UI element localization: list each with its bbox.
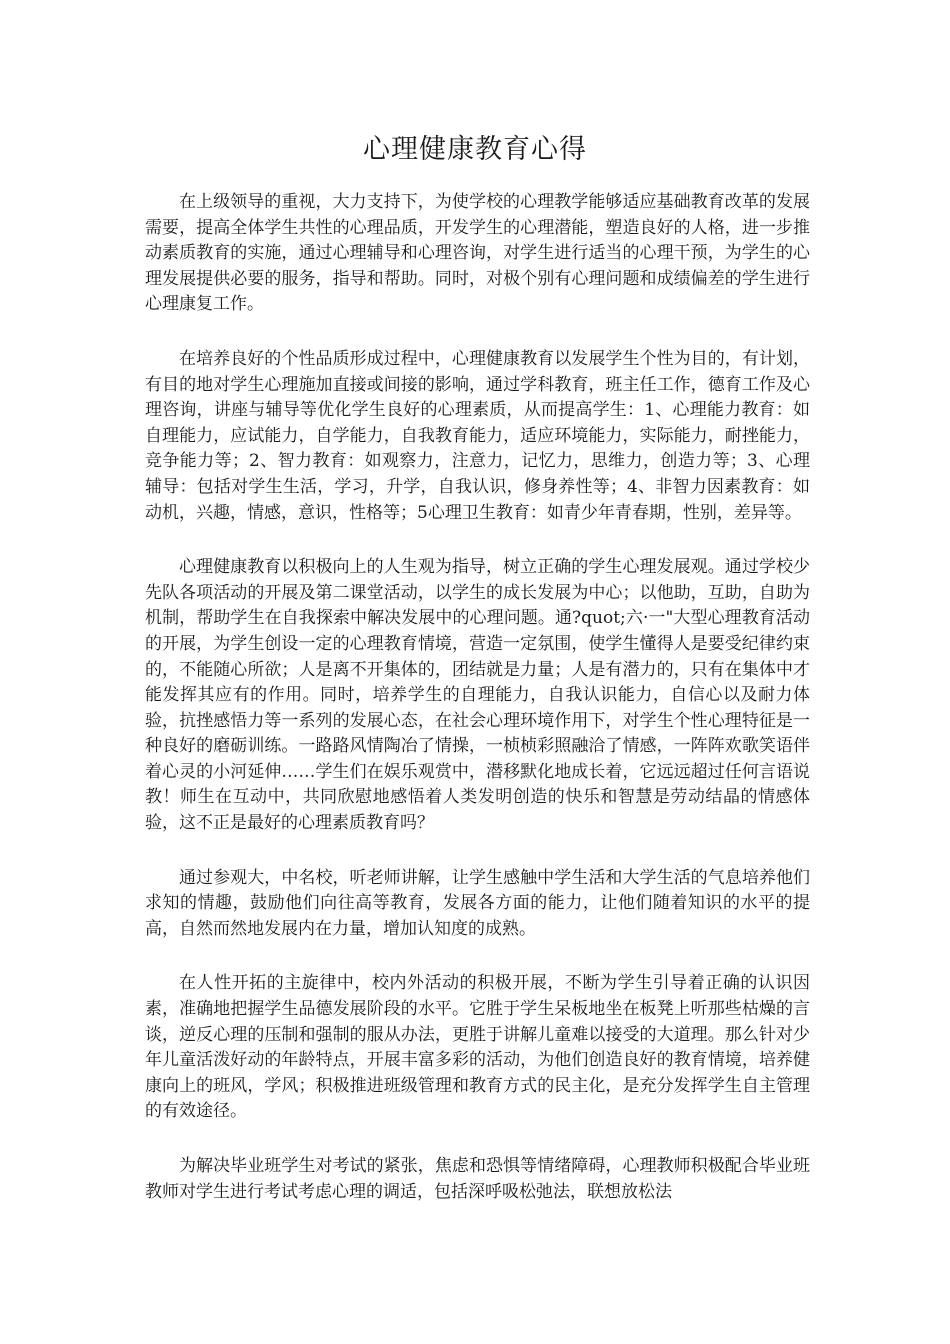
paragraph: 在人性开拓的主旋律中，校内外活动的积极开展，不断为学生引导着正确的认识因素，准确地把握学生品德发展阶段的水平。它胜于学生呆板地坐在板凳上听那些枯燥的言谈，逆反心理的压制和强制的服从办法，更胜于讲解儿童难以接受的大道理。那么针对少年儿童活泼好动的年龄特点，开展丰富多彩的活动，为他们创造良好的教育情境，培养健康向上的班风，学风；积极推进班级管理和教育方式的民主化，是充分发挥学生自主管理的有效途径。 [145, 973, 810, 1122]
paragraph: 心理健康教育以积极向上的人生观为指导，树立正确的学生心理发展观。通过学校少先队各项活动的开展及第二课堂活动，以学生的成长发展为中心；以他助，互助，自助为机制，帮助学生在自我探索中解决发展中的心理问题。通?quot;六·一"大型心理教育活动的开展，为学生创设一定的心理教育情境，营造一定氛围，使学生懂得人是要受纪律约束的，不能随心所欲；人是离不开集体的，团结就是力量；人是有潜力的，只有在集体中才能发挥其应有的作用。同时，培养学生的自理能力，自我认识能力，自信心以及耐力体验，抗挫感悟力等一系列的发展心态，在社会心理环境作用下，对学生个性心理特征是一种良好的磨砺训练。一路路风情陶冶了情操，一桢桢彩照融洽了情感，一阵阵欢歌笑语伴着心灵的小河延伸……学生们在娱乐观赏中，潜移默化地成长着，它远远超过任何言语说教！师生在互动中，共同欣慰地感悟着人类发明创造的快乐和智慧是劳动结晶的情感体验，这不正是最好的心理素质教育吗？ [145, 557, 810, 834]
paragraph: 在上级领导的重视，大力支持下，为使学校的心理教学能够适应基础教育改革的发展需要，提高全体学生共性的心理品质，开发学生的心理潜能，塑造良好的人格，进一步推动素质教育的实施，通过心理辅导和心理咨询，对学生进行适当的心理干预，为学生的心理发展提供必要的服务，指导和帮助。同时，对极个别有心理问题和成绩偏差的学生进行心理康复工作。 [145, 192, 810, 315]
paragraph: 在培养良好的个性品质形成过程中，心理健康教育以发展学生个性为目的，有计划，有目的地对学生心理施加直接或间接的影响，通过学科教育，班主任工作，德育工作及心理咨询，讲座与辅导等优化学生良好的心理素质，从而提高学生：1、心理能力教育：如自理能力，应试能力，自学能力，自我教育能力，适应环境能力，实际能力，耐挫能力，竞争能力等；2、智力教育：如观察力，注意力，记忆力，思维力，创造力等；3、心理辅导：包括对学生生活，学习，升学，自我认识，修身养性等；4、非智力因素教育：如动机，兴趣，情感，意识，性格等；5心理卫生教育：如青少年青春期，性别，差异等。 [145, 348, 810, 523]
paragraph: 通过参观大，中名校，听老师讲解，让学生感触中学生活和大学生活的气息培养他们求知的情趣，鼓励他们向往高等教育，发展各方面的能力，让他们随着知识的水平的提高，自然而然地发展内在力量，增加认知度的成熟。 [145, 867, 810, 939]
document-title: 心理健康教育心得 [363, 134, 587, 165]
document-body [145, 190, 810, 1234]
paragraph: 为解决毕业班学生对考试的紧张，焦虑和恐惧等情绪障碍，心理教师积极配合毕业班教师对学生进行考试考虑心理的调适，包括深呼吸松弛法，联想放松法 [145, 1156, 810, 1202]
